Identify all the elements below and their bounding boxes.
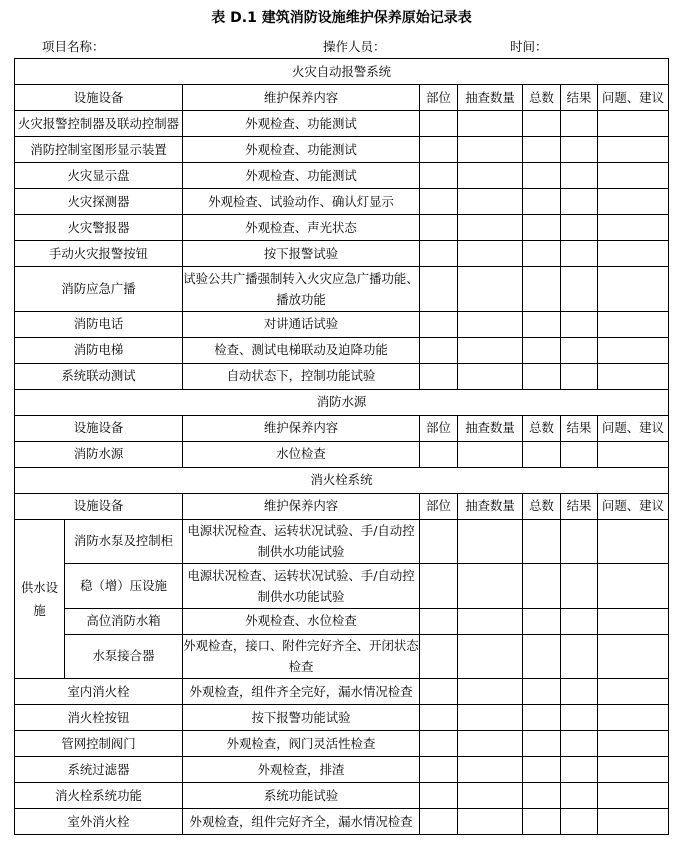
col-header-sample-count: 抽查数量 <box>458 85 523 111</box>
content-cell: 检查、测试电梯联动及迫降功能 <box>183 337 420 363</box>
total-cell <box>523 241 561 267</box>
total-cell <box>523 267 561 312</box>
location-cell <box>420 679 458 705</box>
location-cell <box>420 564 458 609</box>
location-cell <box>420 215 458 241</box>
equipment-cell: 室内消火栓 <box>15 679 183 705</box>
col-header-location: 部位 <box>420 85 458 111</box>
location-cell <box>420 241 458 267</box>
content-line: 电源状况检查、运转状况试验、手/自动控 <box>187 567 415 583</box>
sub-equipment-cell: 消防水泵及控制柜 <box>65 519 183 564</box>
content-cell <box>183 519 420 564</box>
content-line: 播放功能 <box>276 291 326 307</box>
content-cell: 按下报警功能试验 <box>183 705 420 731</box>
sample-count-cell <box>458 111 523 137</box>
location-cell <box>420 634 458 679</box>
location-cell <box>420 705 458 731</box>
total-cell <box>523 634 561 679</box>
column-header-row <box>15 493 669 519</box>
issues-cell <box>598 215 669 241</box>
sample-count-cell <box>458 679 523 705</box>
result-cell <box>561 705 598 731</box>
col-header-equipment: 设施设备 <box>15 493 183 519</box>
location-cell <box>420 608 458 634</box>
total-cell <box>523 679 561 705</box>
table-row <box>15 363 669 389</box>
total-cell <box>523 705 561 731</box>
table-row <box>15 519 669 564</box>
section-title: 消火栓系统 <box>15 467 669 493</box>
location-cell <box>420 731 458 757</box>
result-cell <box>561 608 598 634</box>
col-header-total: 总数 <box>523 415 561 441</box>
result-cell <box>561 731 598 757</box>
result-cell <box>561 267 598 312</box>
total-cell <box>523 111 561 137</box>
result-cell <box>561 809 598 835</box>
issues-cell <box>598 757 669 783</box>
equipment-cell: 手动火灾报警按钮 <box>15 241 183 267</box>
total-cell <box>523 189 561 215</box>
content-cell: 外观检查，阀门灵活性检查 <box>183 731 420 757</box>
result-cell <box>561 441 598 467</box>
total-cell <box>523 163 561 189</box>
result-cell <box>561 519 598 564</box>
content-cell: 外观检查、功能测试 <box>183 111 420 137</box>
content-cell <box>183 267 420 312</box>
location-cell <box>420 519 458 564</box>
equipment-cell: 消防水源 <box>15 441 183 467</box>
sample-count-cell <box>458 163 523 189</box>
table-row <box>15 783 669 809</box>
table-row <box>15 679 669 705</box>
table-row <box>15 441 669 467</box>
col-header-result: 结果 <box>561 85 598 111</box>
issues-cell <box>598 679 669 705</box>
sub-equipment-cell: 稳（增）压设施 <box>65 564 183 609</box>
sample-count-cell <box>458 731 523 757</box>
result-cell <box>561 137 598 163</box>
total-cell <box>523 519 561 564</box>
table-row <box>15 111 669 137</box>
content-cell: 水位检查 <box>183 441 420 467</box>
col-header-location: 部位 <box>420 493 458 519</box>
location-cell <box>420 783 458 809</box>
result-cell <box>561 337 598 363</box>
sample-count-cell <box>458 608 523 634</box>
table-row <box>15 634 669 679</box>
issues-cell <box>598 441 669 467</box>
content-line: 试验公共广播强制转入火灾应急广播功能、 <box>183 270 419 286</box>
result-cell <box>561 679 598 705</box>
col-header-result: 结果 <box>561 493 598 519</box>
equipment-cell: 管网控制阀门 <box>15 731 183 757</box>
total-cell <box>523 441 561 467</box>
total-cell <box>523 608 561 634</box>
sample-count-cell <box>458 363 523 389</box>
col-header-content: 维护保养内容 <box>183 415 420 441</box>
content-cell: 外观检查、功能测试 <box>183 163 420 189</box>
issues-cell <box>598 311 669 337</box>
time-label: 时间： <box>510 39 548 54</box>
issues-cell <box>598 564 669 609</box>
sample-count-cell <box>458 705 523 731</box>
location-cell <box>420 757 458 783</box>
table-row <box>15 137 669 163</box>
col-header-result: 结果 <box>561 415 598 441</box>
result-cell <box>561 189 598 215</box>
location-cell <box>420 163 458 189</box>
col-header-total: 总数 <box>523 85 561 111</box>
table-row <box>15 311 669 337</box>
result-cell <box>561 311 598 337</box>
issues-cell <box>598 241 669 267</box>
equipment-cell: 系统联动测试 <box>15 363 183 389</box>
table-row <box>15 608 669 634</box>
issues-cell <box>598 189 669 215</box>
location-cell <box>420 311 458 337</box>
sample-count-cell <box>458 311 523 337</box>
equipment-cell: 消火栓按钮 <box>15 705 183 731</box>
content-cell: 外观检查，组件齐全完好，漏水情况检查 <box>183 679 420 705</box>
sample-count-cell <box>458 337 523 363</box>
result-cell <box>561 241 598 267</box>
equipment-cell: 系统过滤器 <box>15 757 183 783</box>
group-label-cell: 供水设施 <box>15 519 65 679</box>
sample-count-cell <box>458 519 523 564</box>
content-cell: 对讲通话试验 <box>183 311 420 337</box>
content-line: 外观检查，接口、附件完好齐全、开闭状态 <box>183 638 419 654</box>
issues-cell <box>598 363 669 389</box>
section-header-row <box>15 467 669 493</box>
sample-count-cell <box>458 809 523 835</box>
sample-count-cell <box>458 189 523 215</box>
sample-count-cell <box>458 564 523 609</box>
total-cell <box>523 809 561 835</box>
col-header-issues: 问题、建议 <box>598 85 669 111</box>
total-cell <box>523 757 561 783</box>
sample-count-cell <box>458 267 523 312</box>
equipment-cell: 消防电话 <box>15 311 183 337</box>
content-cell: 外观检查，组件完好齐全，漏水情况检查 <box>183 809 420 835</box>
col-header-content: 维护保养内容 <box>183 85 420 111</box>
column-header-row <box>15 415 669 441</box>
issues-cell <box>598 267 669 312</box>
total-cell <box>523 783 561 809</box>
issues-cell <box>598 634 669 679</box>
content-cell: 外观检查、试验动作、确认灯显示 <box>183 189 420 215</box>
equipment-cell: 火灾报警控制器及联动控制器 <box>15 111 183 137</box>
issues-cell <box>598 111 669 137</box>
table-row <box>15 337 669 363</box>
equipment-cell: 消防电梯 <box>15 337 183 363</box>
result-cell <box>561 757 598 783</box>
table-row <box>15 731 669 757</box>
result-cell <box>561 111 598 137</box>
section-header-row <box>15 389 669 415</box>
col-header-issues: 问题、建议 <box>598 415 669 441</box>
content-line: 电源状况检查、运转状况试验、手/自动控 <box>187 523 415 539</box>
maintenance-record-table <box>14 58 669 835</box>
table-row <box>15 189 669 215</box>
equipment-cell: 消火栓系统功能 <box>15 783 183 809</box>
table-row <box>15 267 669 312</box>
total-cell <box>523 363 561 389</box>
location-cell <box>420 441 458 467</box>
table-row <box>15 241 669 267</box>
section-header-row <box>15 59 669 85</box>
table-title: 表 D.1 建筑消防设施维护保养原始记录表 <box>211 10 472 26</box>
issues-cell <box>598 519 669 564</box>
record-meta <box>0 39 683 55</box>
project-name-label: 项目名称： <box>42 39 105 54</box>
location-cell <box>420 337 458 363</box>
issues-cell <box>598 809 669 835</box>
result-cell <box>561 634 598 679</box>
operator-label: 操作人员： <box>323 39 386 54</box>
sub-equipment-cell: 高位消防水箱 <box>65 608 183 634</box>
section-title: 火灾自动报警系统 <box>15 59 669 85</box>
result-cell <box>561 564 598 609</box>
table-row <box>15 705 669 731</box>
result-cell <box>561 783 598 809</box>
table-row <box>15 757 669 783</box>
sample-count-cell <box>458 215 523 241</box>
content-line: 制供水功能试验 <box>257 544 345 560</box>
location-cell <box>420 111 458 137</box>
total-cell <box>523 215 561 241</box>
issues-cell <box>598 163 669 189</box>
content-cell <box>183 564 420 609</box>
total-cell <box>523 137 561 163</box>
total-cell <box>523 564 561 609</box>
col-header-issues: 问题、建议 <box>598 493 669 519</box>
sample-count-cell <box>458 441 523 467</box>
location-cell <box>420 267 458 312</box>
equipment-cell: 室外消火栓 <box>15 809 183 835</box>
sample-count-cell <box>458 241 523 267</box>
location-cell <box>420 189 458 215</box>
content-cell: 外观检查、声光状态 <box>183 215 420 241</box>
col-header-equipment: 设施设备 <box>15 85 183 111</box>
table-row <box>15 809 669 835</box>
location-cell <box>420 363 458 389</box>
result-cell <box>561 163 598 189</box>
col-header-sample-count: 抽查数量 <box>458 493 523 519</box>
issues-cell <box>598 705 669 731</box>
issues-cell <box>598 731 669 757</box>
equipment-cell: 火灾显示盘 <box>15 163 183 189</box>
sample-count-cell <box>458 634 523 679</box>
result-cell <box>561 363 598 389</box>
issues-cell <box>598 137 669 163</box>
result-cell <box>561 215 598 241</box>
equipment-cell: 火灾探测器 <box>15 189 183 215</box>
total-cell <box>523 731 561 757</box>
content-cell: 自动状态下，控制功能试验 <box>183 363 420 389</box>
content-cell: 按下报警试验 <box>183 241 420 267</box>
total-cell <box>523 337 561 363</box>
content-cell: 外观检查、水位检查 <box>183 608 420 634</box>
table-row <box>15 564 669 609</box>
table-row <box>15 215 669 241</box>
location-cell <box>420 809 458 835</box>
table-row <box>15 163 669 189</box>
section-title: 消防水源 <box>15 389 669 415</box>
content-cell <box>183 634 420 679</box>
equipment-cell: 消防应急广播 <box>15 267 183 312</box>
content-cell: 外观检查，排渣 <box>183 757 420 783</box>
content-line: 制供水功能试验 <box>257 588 345 604</box>
col-header-equipment: 设施设备 <box>15 415 183 441</box>
col-header-sample-count: 抽查数量 <box>458 415 523 441</box>
total-cell <box>523 311 561 337</box>
issues-cell <box>598 337 669 363</box>
sample-count-cell <box>458 757 523 783</box>
location-cell <box>420 137 458 163</box>
issues-cell <box>598 783 669 809</box>
content-line: 检查 <box>288 659 314 675</box>
content-cell: 外观检查、功能测试 <box>183 137 420 163</box>
col-header-content: 维护保养内容 <box>183 493 420 519</box>
equipment-cell: 火灾警报器 <box>15 215 183 241</box>
sub-equipment-cell: 水泵接合器 <box>65 634 183 679</box>
column-header-row <box>15 85 669 111</box>
content-cell: 系统功能试验 <box>183 783 420 809</box>
col-header-total: 总数 <box>523 493 561 519</box>
sample-count-cell <box>458 137 523 163</box>
equipment-cell: 消防控制室图形显示装置 <box>15 137 183 163</box>
sample-count-cell <box>458 783 523 809</box>
col-header-location: 部位 <box>420 415 458 441</box>
issues-cell <box>598 608 669 634</box>
